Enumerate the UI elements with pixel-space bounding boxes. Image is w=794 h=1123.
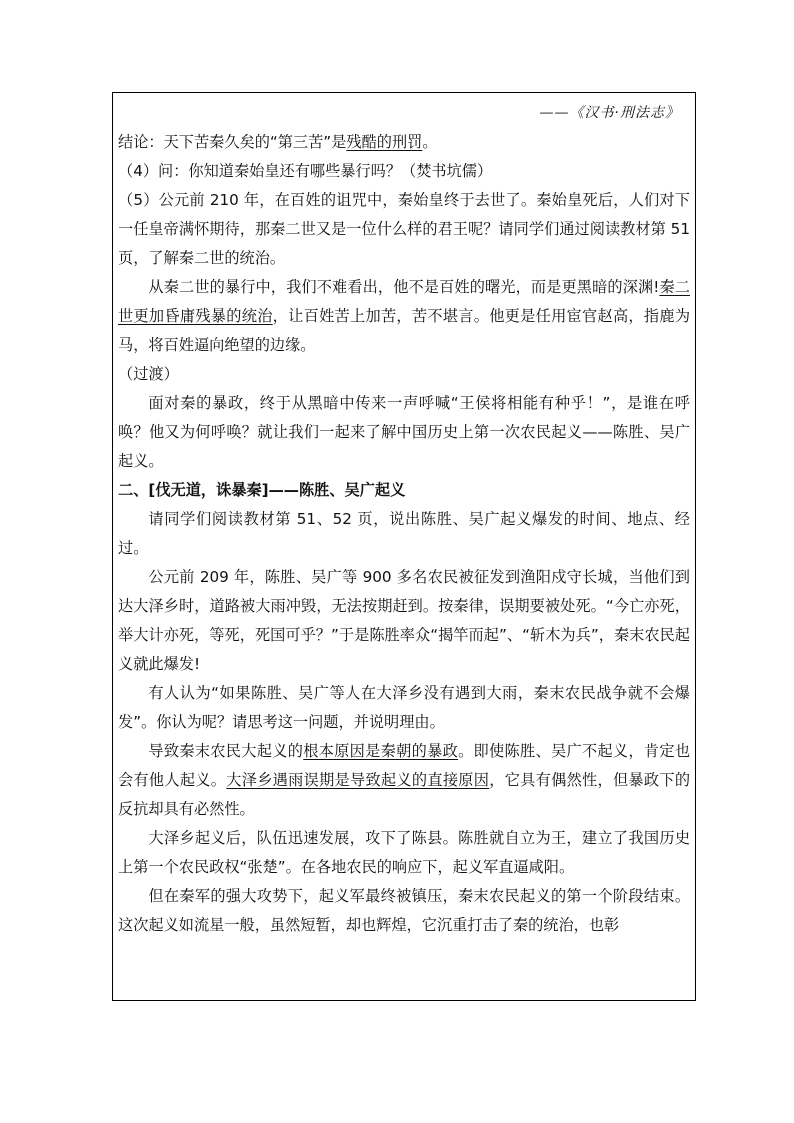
- paragraph-209: 公元前 209 年，陈胜、吴广等 900 多名农民被征发到渔阳戍守长城，当他们到达大泽乡时，道路被大雨冲毁，无法按期赶到。按秦律，误期要被处死。“今亡亦死，举大计亦死，等死，死国可乎？”于是陈胜率众“揭竿而起”、“斩木为兵”，秦末农民起义就此爆发!: [118, 568, 690, 673]
- paragraph-opinion: 有人认为“如果陈胜、吴广等人在大泽乡没有遇到大雨，秦末农民战争就不会爆发”。你认为呢？请思考这一问题，并说明理由。: [118, 684, 690, 731]
- question-4: （4）问：你知道秦始皇还有哪些暴行吗？（焚书坑儒）: [118, 162, 493, 180]
- table-top-rule: [112, 92, 696, 93]
- conclusion-line: [118, 128, 690, 157]
- transition-label: （过渡）: [118, 365, 179, 383]
- paragraph-zhangchu: 大泽乡起义后，队伍迅速发展，攻下了陈县。陈胜就自立为王，建立了我国历史上第一个农民政权“张楚”。在各地农民的响应下，起义军直逼咸阳。: [118, 829, 690, 876]
- paragraph-call: 面对秦的暴政，终于从黑暗中传来一声呼喊“王侯将相能有种乎！”，是谁在呼唤？他又为何呼唤？就让我们一起来了解中国历史上第一次农民起义——陈胜、吴广起义。: [118, 394, 690, 470]
- paragraph-cause: [118, 737, 690, 824]
- citation: ——《汉书·刑法志》: [539, 105, 680, 121]
- section-title: 二、[伐无道，诛暴秦]——陈胜、吴广起义: [118, 481, 406, 499]
- lesson-content: [118, 99, 690, 940]
- conclusion-suffix: 。: [422, 133, 438, 151]
- qin2-text-1: 从秦二世的暴行中，我们不难看出，他不是百姓的曙光，而是更黑暗的深渊!: [148, 278, 660, 296]
- conclusion-underlined: 残酷的刑罚: [346, 133, 423, 151]
- question-5: （5）公元前 210 年，在百姓的诅咒中，秦始皇终于去世了。秦始皇死后，人们对下一任皇帝满怀期待，那秦二世又是一位什么样的君王呢？请同学们通过阅读教材第 51 页，了解秦二世的统治。: [118, 191, 690, 267]
- paragraph-end: 但在秦军的强大攻势下，起义军最终被镇压，秦末农民起义的第一个阶段结束。这次起义如流星一般，虽然短暂，却也辉煌，它沉重打击了秦的统治，也彰: [118, 887, 690, 934]
- cause-underlined-1: 根本原因是秦朝的暴政: [303, 742, 459, 760]
- qin2-text-2: ，让百姓苦上加苦，苦不堪言。他更是任用宦官赵高，指鹿为马，将百姓逼向绝望的边缘。: [118, 307, 691, 354]
- paragraph-read: 请同学们阅读教材第 51、52 页，说出陈胜、吴广起义爆发的时间、地点、经过。: [118, 510, 690, 557]
- qin2-underlined: 秦二世更加昏庸残暴的统治: [118, 278, 691, 325]
- cause-text-3: ，它具有偶然性，但暴政下的反抗却具有必然性。: [118, 771, 691, 818]
- cause-underlined-2: 大泽乡遇雨误期是导致起义的直接原因: [226, 771, 490, 789]
- cause-text-1: 导致秦末农民大起义的: [148, 742, 304, 760]
- paragraph-qin-er-shi: [118, 273, 690, 360]
- cause-text-2: 。即使陈胜、吴广不起义，肯定也会有他人起义。: [118, 742, 691, 789]
- conclusion-prefix: 结论：天下苦秦久矣的“第三苦”是: [118, 133, 347, 151]
